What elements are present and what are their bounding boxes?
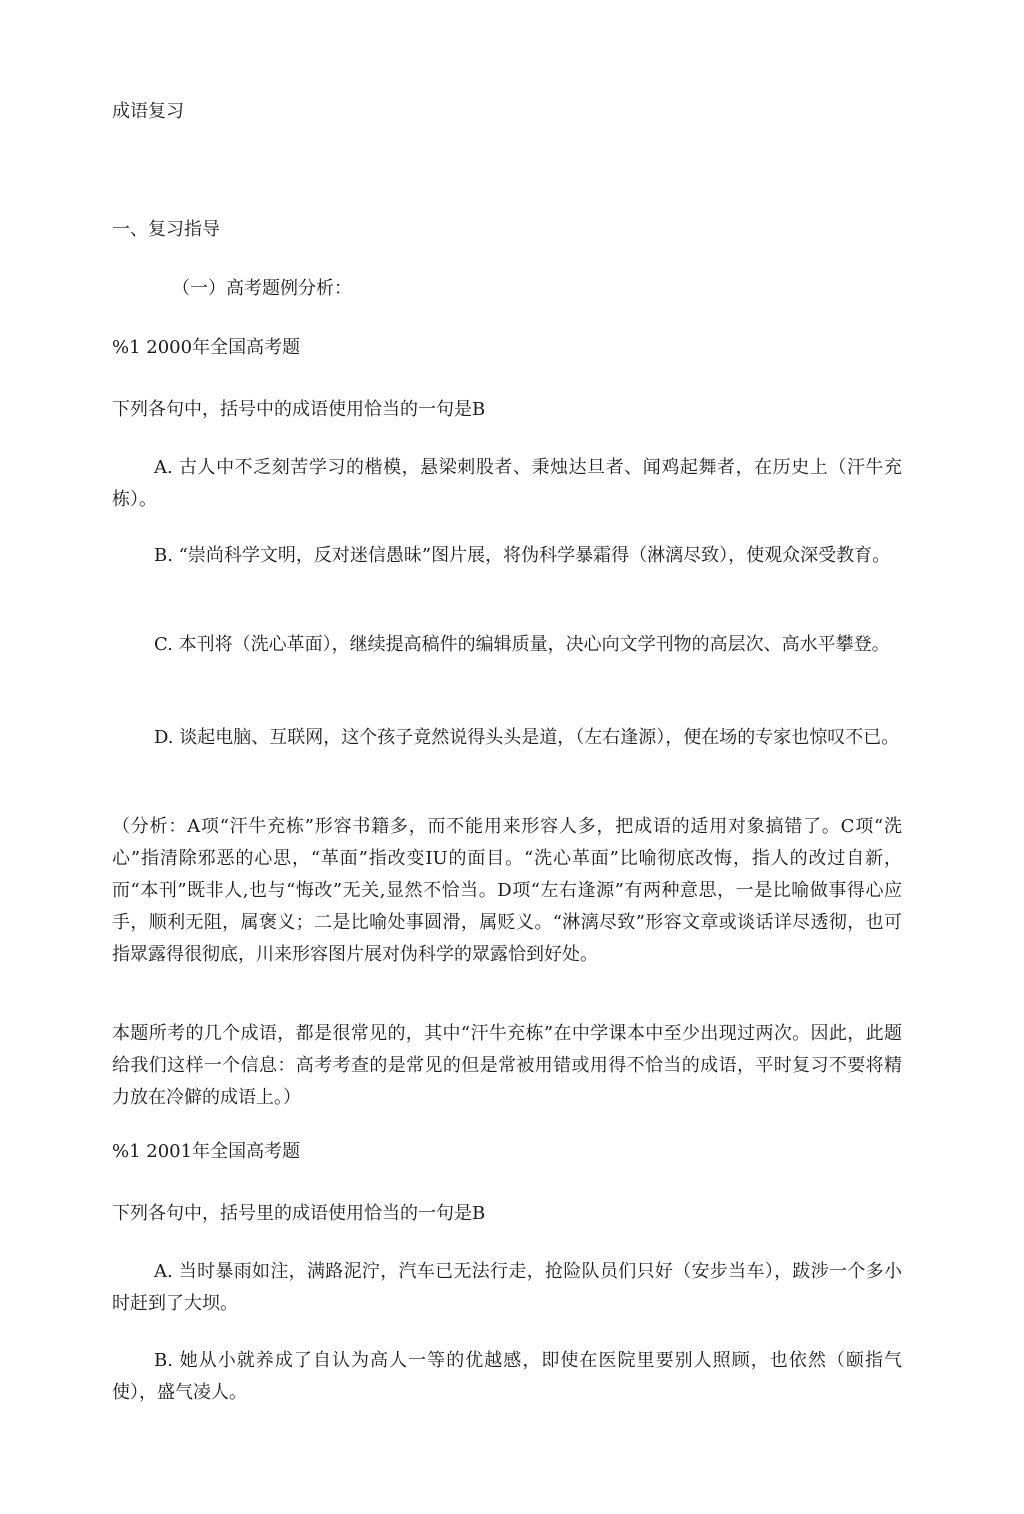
question-1-option-d: D. 谈起电脑、互联网，这个孩子竟然说得头头是道，（左右逢源），便在场的专家也惊叹不已。 xyxy=(154,727,900,748)
question-2-option-b: B. 她从小就养成了自认为高人一等的优越感，即使在医院里要别人照顾，也依然（颐指气使），盛气凌人。 xyxy=(112,1350,902,1403)
question-1-conclusion: 本题所考的几个成语，都是很常见的，其中“汗牛充栋”在中学课本中至少出现过两次。因此，此题给我们这样一个信息：高考考查的是常见的但是常被用错或用得不恰当的成语，平时复习不要将精力放在冷僻的成语上。） xyxy=(112,1023,902,1108)
question-1-option-c: C. 本刊将（洗心革面），继续提高稿件的编辑质量，决心向文学刊物的高层次、高水平攀登。 xyxy=(154,634,890,655)
question-2-stem: 下列各句中，括号里的成语使用恰当的一句是B xyxy=(112,1203,486,1224)
document-title: 成语复习 xyxy=(112,101,184,122)
question-1-stem: 下列各句中，括号中的成语使用恰当的一句是B xyxy=(112,399,486,420)
question-1-label: %1 2000年全国高考题 xyxy=(112,337,301,358)
question-1-option-a: A. 古人中不乏刻苦学习的楷模，悬梁刺股者、秉烛达旦者、闻鸡起舞者，在历史上（汗牛充栋）。 xyxy=(112,457,902,510)
question-1-option-b: B. “崇尚科学文明，反对迷信愚昧”图片展，将伪科学暴霜得（淋漓尽致），使观众深受教育。 xyxy=(154,545,891,566)
section-heading: 一、复习指导 xyxy=(112,219,220,240)
question-1-analysis: （分析：A项“汗牛充栋”形容书籍多，而不能用来形容人多，把成语的适用对象搞错了。C项“洗心”指清除邪恶的心思，“革面”指改变IU的面目。“洗心革面”比喻彻底改悔，指人的改过自新，而“本刊”既非人,也与“悔改”无关,显然不恰当。D项“左右逢源”有两种意思，一是比喻做事得心应手，顺利无阻，属褒义；二是比喻处事圆滑，属贬义。“淋漓尽致”形容文章或谈话详尽透彻，也可指眾露得很彻底，川来形容图片展对伪科学的眾露恰到好处。 xyxy=(112,816,902,965)
question-2-option-a: A. 当时暴雨如注，满路泥泞，汽车已无法行走，抢险队员们只好（安步当车），跋涉一个多小时赶到了大坝。 xyxy=(112,1261,902,1314)
subsection-heading: （一）高考题例分析： xyxy=(172,278,352,299)
question-2-label: %1 2001年全国高考题 xyxy=(112,1141,301,1162)
